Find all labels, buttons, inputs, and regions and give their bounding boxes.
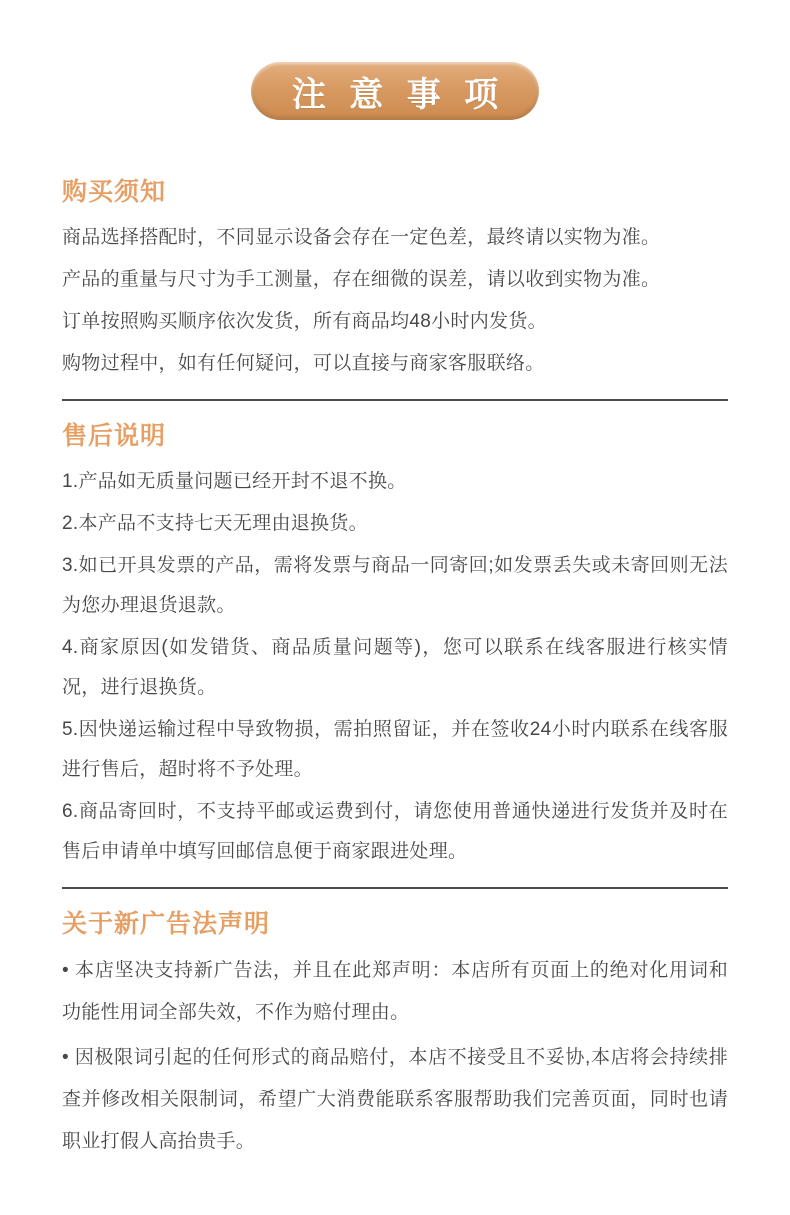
purchase-note-line: 购物过程中，如有任何疑问，可以直接与商家客服联络。 (62, 353, 545, 374)
after-sales-item: 4.商家原因(如发错货、商品质量问题等)，您可以联系在线客服进行核实情况，进行退换货。 (62, 637, 728, 698)
after-sales-item: 3.如已开具发票的产品，需将发票与商品一同寄回;如发票丢失或未寄回则无法为您办理退货退款。 (62, 555, 728, 616)
section-heading-after-sales: 售后说明 (62, 422, 167, 450)
notice-banner-pill (251, 62, 539, 120)
purchase-note-line: 商品选择搭配时，不同显示设备会存在一定色差，最终请以实物为准。 (62, 227, 661, 248)
after-sales-item: 5.因快递运输过程中导致物损，需拍照留证，并在签收24小时内联系在线客服进行售后，超时将不予处理。 (62, 719, 728, 780)
purchase-note-line: 产品的重量与尺寸为手工测量，存在细微的误差，请以收到实物为准。 (62, 269, 661, 290)
section-divider (62, 399, 728, 401)
ad-law-statement-item: • 本店坚决支持新广告法，并且在此郑声明：本店所有页面上的绝对化用词和功能性用词全部失效，不作为赔付理由。 (62, 960, 728, 1023)
purchase-note-line: 订单按照购买顺序依次发货，所有商品均48小时内发货。 (62, 311, 547, 332)
after-sales-item: 2.本产品不支持七天无理由退换货。 (62, 513, 368, 534)
ad-law-statement-item: • 因极限词引起的任何形式的商品赔付，本店不接受且不妥协,本店将会持续排查并修改相关限制词，希望广大消费能联系客服帮助我们完善页面，同时也请职业打假人高抬贵手。 (62, 1047, 728, 1152)
banner-container (0, 0, 790, 120)
section-heading-ad-law-statement: 关于新广告法声明 (62, 910, 271, 938)
notice-content (0, 120, 790, 1163)
section-divider (62, 887, 728, 889)
after-sales-item: 6.商品寄回时，不支持平邮或运费到付，请您使用普通快递进行发货并及时在售后申请单中填写回邮信息便于商家跟进处理。 (62, 801, 728, 862)
section-heading-purchase-notes: 购买须知 (62, 178, 167, 206)
after-sales-item: 1.产品如无质量问题已经开封不退不换。 (62, 471, 407, 492)
banner-title: 注 意 事 项 (291, 75, 506, 114)
